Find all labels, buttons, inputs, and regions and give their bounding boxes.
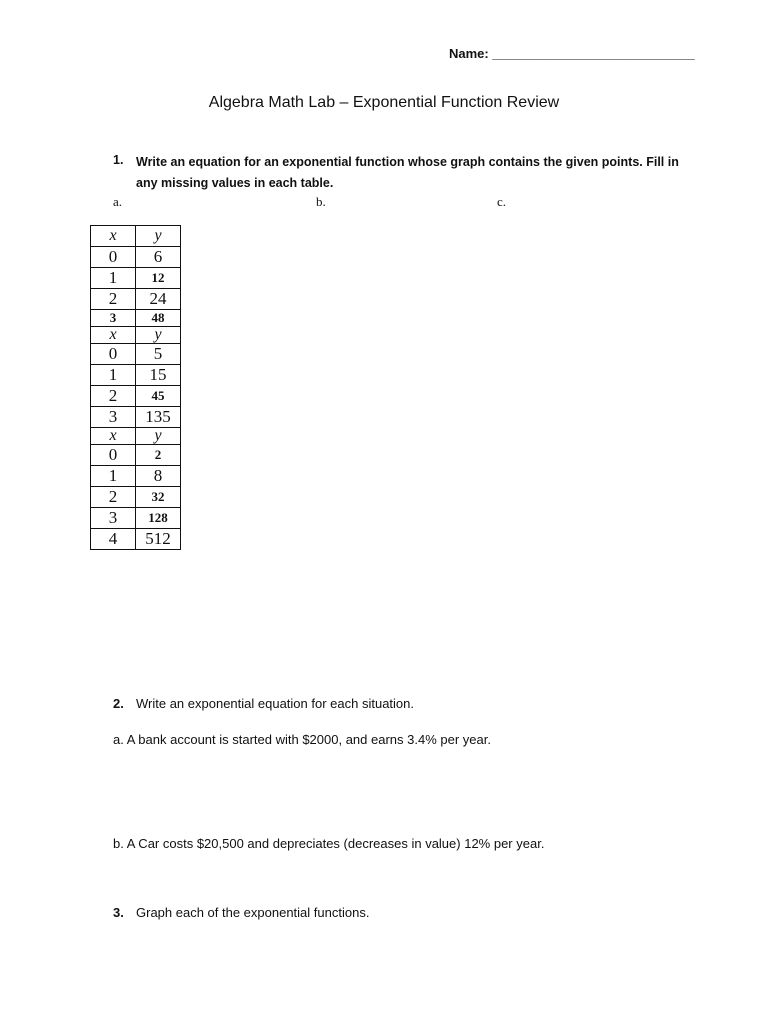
sub-label-a: a.: [113, 194, 123, 209]
table-cell: 3: [91, 310, 136, 327]
table-cell: 4: [91, 529, 136, 550]
table-cell: 3: [91, 508, 136, 529]
table-cell: 128: [136, 508, 181, 529]
table-row: [91, 466, 181, 487]
table-row: [91, 445, 181, 466]
table-a-header: [91, 226, 181, 247]
table-row: [91, 268, 181, 289]
table-cell: 1: [91, 268, 136, 289]
table-row: [91, 487, 181, 508]
question-1-text: Write an equation for an exponential function whose graph contains the given points. Fill in any missing values in each table.: [136, 155, 679, 190]
table-header-cell: y: [136, 327, 181, 344]
table-cell: 5: [136, 344, 181, 365]
table-cell: 512: [136, 529, 181, 550]
table-cell: 2: [91, 487, 136, 508]
table-cell: 48: [136, 310, 181, 327]
values-table: [90, 225, 181, 550]
table-c-header: [91, 428, 181, 445]
table-cell: 135: [136, 407, 181, 428]
table-cell: 0: [91, 247, 136, 268]
table-header-cell: x: [91, 226, 136, 247]
table-row: [91, 344, 181, 365]
table-cell: 8: [136, 466, 181, 487]
question-3-text: Graph each of the exponential functions.: [136, 905, 370, 920]
question-2-number: 2.: [113, 696, 124, 711]
table-cell: 24: [136, 289, 181, 310]
question-3-number: 3.: [113, 905, 124, 920]
table-row: [91, 365, 181, 386]
table-cell: 1: [91, 466, 136, 487]
table-header-cell: y: [136, 428, 181, 445]
table-cell: 1: [91, 365, 136, 386]
page-title: Algebra Math Lab – Exponential Function Review: [208, 94, 560, 111]
sub-label-b: b.: [316, 194, 326, 209]
table-header-cell: y: [136, 226, 181, 247]
table-header-cell: x: [91, 327, 136, 344]
name-field[interactable]: Name: ____________________________: [449, 46, 695, 61]
table-row: [91, 289, 181, 310]
table-cell: 0: [91, 344, 136, 365]
question-2-text: Write an exponential equation for each situation.: [136, 696, 414, 711]
sub-label-c: c.: [497, 194, 507, 209]
table-row: [91, 407, 181, 428]
question-2b-text: b. A Car costs $20,500 and depreciates (decreases in value) 12% per year.: [113, 836, 545, 851]
table-cell: 2: [91, 289, 136, 310]
table-b-header: [91, 327, 181, 344]
question-1-number: 1.: [113, 153, 124, 167]
table-row: [91, 247, 181, 268]
table-cell: 0: [91, 445, 136, 466]
table-row: [91, 529, 181, 550]
table-cell: 2: [91, 386, 136, 407]
table-cell: 12: [136, 268, 181, 289]
table-row: [91, 310, 181, 327]
table-cell: 15: [136, 365, 181, 386]
table-cell: 6: [136, 247, 181, 268]
table-cell: 32: [136, 487, 181, 508]
table-cell: 3: [91, 407, 136, 428]
table-cell: 45: [136, 386, 181, 407]
table-cell: 2: [136, 445, 181, 466]
question-2a-text: a. A bank account is started with $2000, and earns 3.4% per year.: [113, 732, 491, 747]
table-row: [91, 386, 181, 407]
table-header-cell: x: [91, 428, 136, 445]
table-row: [91, 508, 181, 529]
